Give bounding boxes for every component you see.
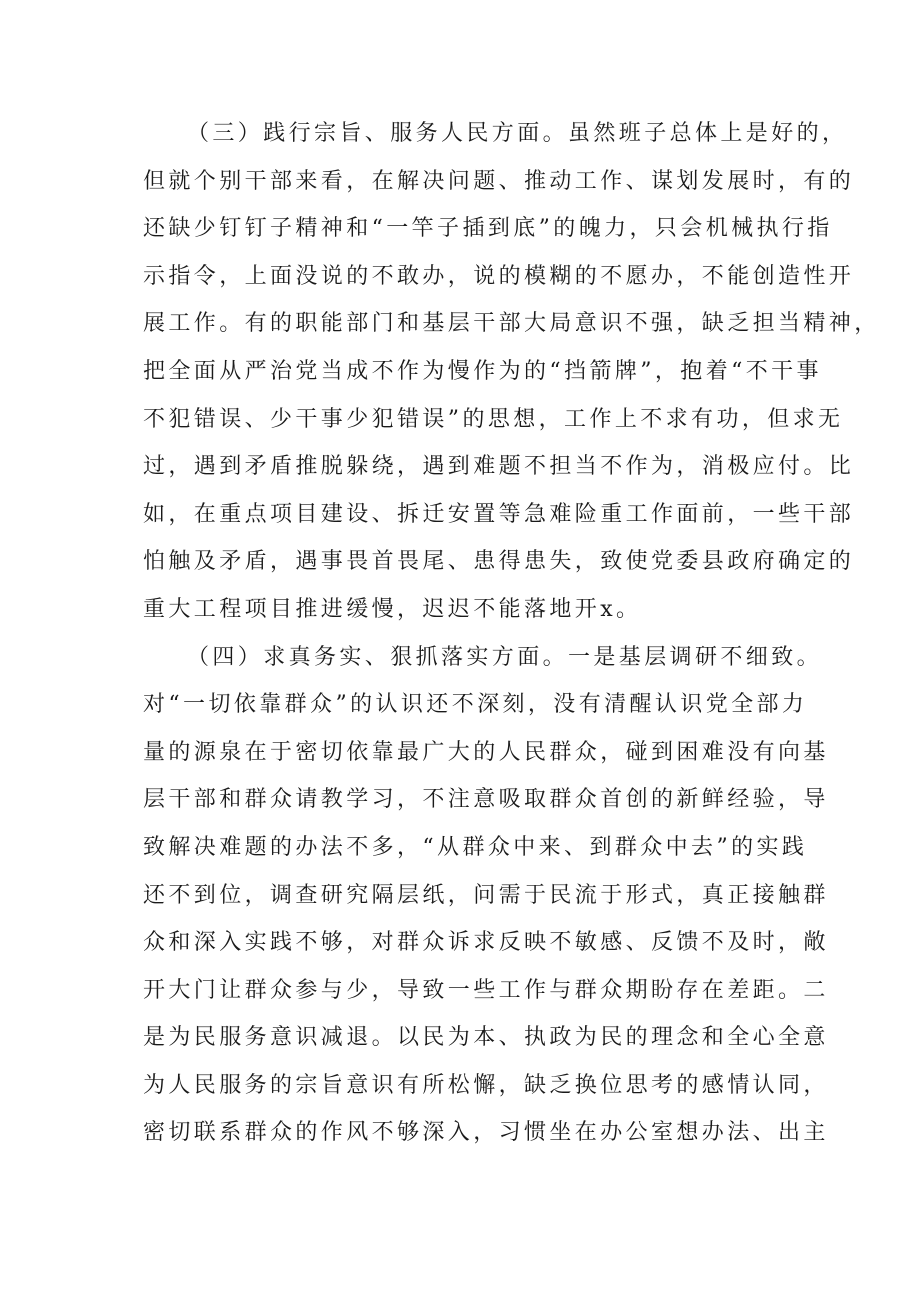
paragraph-line: 对“一切依靠群众”的认识还不深刻，没有清醒认识党全部力: [143, 692, 808, 718]
paragraph-four: [143, 634, 829, 1158]
paragraph-line: 量的源泉在于密切依靠最广大的人民群众，碰到困难没有向基: [143, 739, 829, 765]
paragraph-line: 如，在重点项目建设、拆迁安置等急难险重工作面前，一些干部: [143, 501, 855, 527]
paragraph-line: 还不到位，调查研究隔层纸，问需于民流于形式，真正接触群: [143, 882, 829, 908]
paragraph-line: 不犯错误、少干事少犯错误”的思想，工作上不求有功，但求无: [143, 406, 844, 432]
paragraph-line: 示指令，上面没说的不敢办，说的模糊的不愿办，不能创造性开: [143, 263, 855, 289]
paragraph-line: （四）求真务实、狠抓落实方面。一是基层调研不细致。: [187, 644, 823, 670]
paragraph-line: 把全面从严治党当成不作为慢作为的“挡箭牌”，抱着“不干事: [143, 358, 822, 384]
paragraph-three: [143, 110, 880, 634]
document-body: [143, 110, 880, 1157]
paragraph-line: 但就个别干部来看，在解决问题、推动工作、谋划发展时，有的: [143, 168, 855, 194]
paragraph-line: 是为民服务意识减退。以民为本、执政为民的理念和全心全意: [143, 1025, 829, 1051]
paragraph-line: 过，遇到矛盾推脱躲绕，遇到难题不担当不作为，消极应付。比: [143, 454, 855, 480]
paragraph-line: （三）践行宗旨、服务人民方面。虽然班子总体上是好的，: [187, 121, 848, 146]
paragraph-line: 开大门让群众参与少，导致一些工作与群众期盼存在差距。二: [143, 977, 829, 1003]
paragraph-line: 展工作。有的职能部门和基层干部大局意识不强，缺乏担当精神，: [143, 311, 880, 337]
paragraph-line: 众和深入实践不够，对群众诉求反映不敏感、反馈不及时，敞: [143, 930, 829, 956]
paragraph-line: 为人民服务的宗旨意识有所松懈，缺乏换位思考的感情认同，: [143, 1072, 829, 1098]
paragraph-line: 还缺少钉钉子精神和“一竿子插到底”的魄力，只会机械执行指: [143, 216, 833, 242]
paragraph-line: 重大工程项目推进缓慢，迟迟不能落地开x。: [143, 596, 642, 622]
paragraph-line: 密切联系群众的作风不够深入，习惯坐在办公室想办法、出主: [143, 1120, 829, 1146]
paragraph-line: 层干部和群众请教学习，不注意吸取群众首创的新鲜经验，导: [143, 787, 829, 813]
paragraph-line: 怕触及矛盾，遇事畏首畏尾、患得患失，致使党委县政府确定的: [143, 549, 855, 575]
paragraph-line: 致解决难题的办法不多，“从群众中来、到群众中去”的实践: [143, 834, 808, 860]
